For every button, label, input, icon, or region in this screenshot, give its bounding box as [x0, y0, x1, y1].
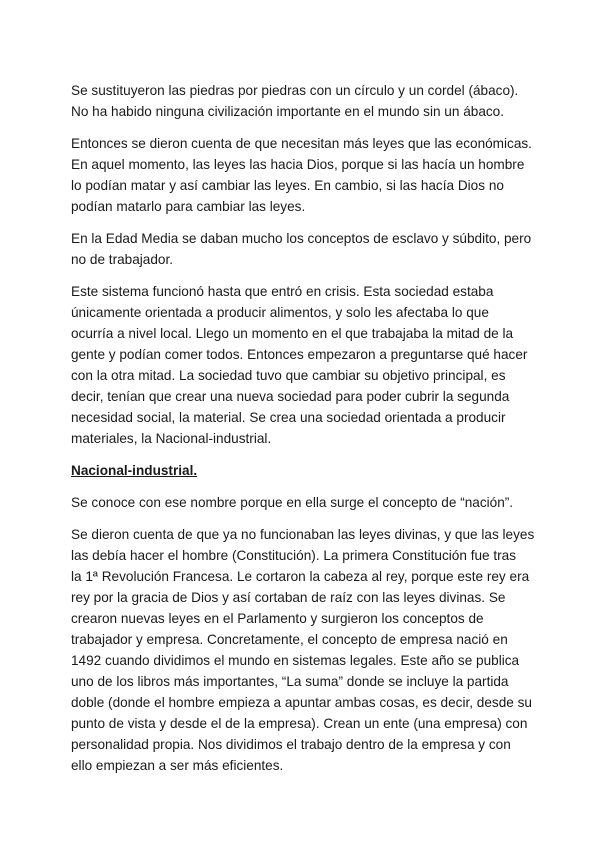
section-heading: Nacional-industrial.: [71, 463, 198, 478]
text-line: con la otra mitad. La sociedad tuvo que cambiar su objetivo principal, es: [71, 368, 506, 383]
text-line: decir, tenían que crear una nueva sociedad para poder cubrir la segunda: [71, 389, 510, 404]
text-line: la 1ª Revolución Francesa. Le cortaron la cabeza al rey, porque este rey era: [71, 569, 530, 584]
text-line: Este sistema funcionó hasta que entró en crisis. Esta sociedad estaba: [71, 284, 494, 299]
text-line: no de trabajador.: [71, 252, 174, 267]
text-line: En aquel momento, las leyes las hacia Dios, porque si las hacía un hombre: [71, 157, 525, 172]
text-line: 1492 cuando dividimos el mundo en sistemas legales. Este año se publica: [71, 653, 520, 668]
text-line: trabajador y empresa. Concretamente, el concepto de empresa nació en: [71, 632, 508, 647]
paragraph-constitucion: [71, 524, 545, 776]
text-line: Se conoce con ese nombre porque en ella surge el concepto de “nación”.: [71, 495, 514, 510]
text-line: Entonces se dieron cuenta de que necesitan más leyes que las económicas.: [71, 136, 532, 151]
text-line: punto de vista y desde el de la empresa). Crean un ente (una empresa) con: [71, 716, 528, 731]
text-line: podían matarlo para cambiar las leyes.: [71, 199, 306, 214]
text-line: crearon nuevas leyes en el Parlamento y surgieron los conceptos de: [71, 611, 484, 626]
paragraph-abaco: [71, 80, 545, 122]
text-line: necesidad social, la material. Se crea una sociedad orientada a producir: [71, 410, 506, 425]
text-line: doble (donde el hombre empieza a apuntar ambas cosas, es decir, desde su: [71, 695, 532, 710]
paragraph-nacion: [71, 492, 545, 513]
text-line: No ha habido ninguna civilización importante en el mundo sin un ábaco.: [71, 104, 505, 119]
text-line: ocurría a nivel local. Llego un momento en el que trabajaba la mitad de la: [71, 326, 514, 341]
text-line: ello empiezan a ser más eficientes.: [71, 758, 284, 773]
text-line: Se dieron cuenta de que ya no funcionaban las leyes divinas, y que las leyes: [71, 527, 535, 542]
text-line: lo podían matar y así cambiar las leyes. En cambio, si las hacía Dios no: [71, 178, 504, 193]
text-line: En la Edad Media se daban mucho los conceptos de esclavo y súbdito, pero: [71, 231, 532, 246]
text-line: gente y podían comer todos. Entonces empezaron a preguntarse qué hacer: [71, 347, 528, 362]
paragraph-crisis: [71, 281, 545, 449]
text-line: uno de los libros más importantes, “La suma” donde se incluye la partida: [71, 674, 509, 689]
text-line: únicamente orientada a producir alimentos, y solo les afectaba lo que: [71, 305, 489, 320]
document-body: [71, 80, 545, 787]
paragraph-edad-media: [71, 228, 545, 270]
text-line: las debía hacer el hombre (Constitución). La primera Constitución fue tras: [71, 548, 517, 563]
text-line: Se sustituyeron las piedras por piedras con un círculo y un cordel (ábaco).: [71, 83, 519, 98]
text-line: materiales, la Nacional-industrial.: [71, 431, 272, 446]
text-line: personalidad propia. Nos dividimos el trabajo dentro de la empresa y con: [71, 737, 511, 752]
text-line: rey por la gracia de Dios y así cortaban de raíz con las leyes divinas. Se: [71, 590, 506, 605]
paragraph-leyes: [71, 133, 545, 217]
